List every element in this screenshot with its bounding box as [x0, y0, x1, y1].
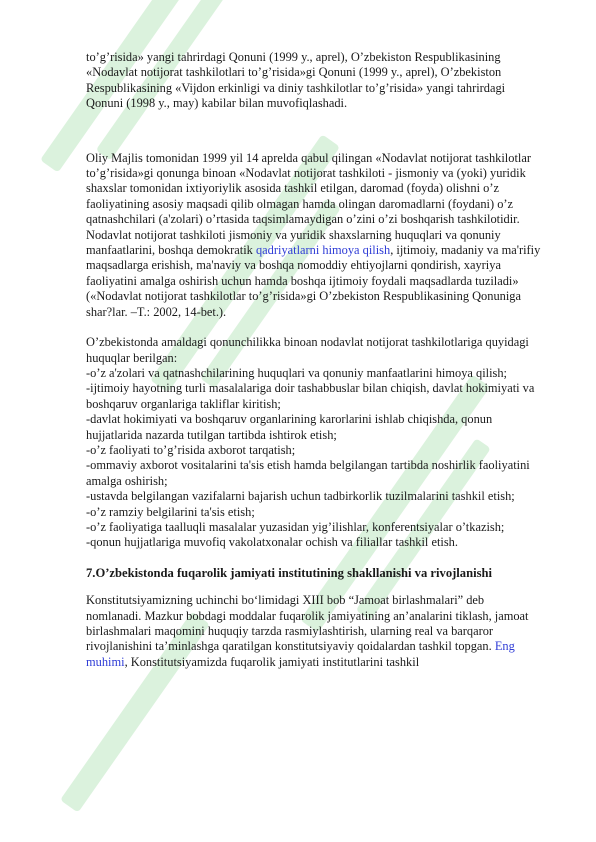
rights-item: -ijtimoiy hayotning turli masalalariga doir tashabbuslar bilan chiqish, davlat hokimiyati va boshqaruv organlariga takliflar kiritish; [86, 381, 535, 411]
paragraph-text: , ijtimoiy, madaniy va ma'rifiy maqsadlarga erishish, ma'naviy va boshqa nomoddiy ehtiyojlarni qondirish, xayriya faoliyatini amalga oshirish uchun hamda boshqa ijtimoiy foydali maqsadlarda tuziladi» («Nodavlat notijorat tashkilotlar to’g’risida»gi O’zbekiston Respublikasining Qonuniga shar?lar. –T.: 2002, 14-bet.). [86, 243, 541, 319]
rights-item: -ommaviy axborot vositalarini ta'sis etish hamda belgilangan tartibda noshirlik faoliyatini amalga oshirish; [86, 458, 530, 488]
rights-item: -davlat hokimiyati va boshqaruv organlarining karorlarini ishlab chiqishda, qonun hujjatlarida nazarda tutilgan tartibda ishtirok etish; [86, 412, 493, 442]
rights-section [86, 335, 542, 551]
paragraph-text: , Konstitutsiyamizda fuqarolik jamiyati institutlarini tashkil [124, 654, 420, 669]
paragraph-laws: to’g’risida» yangi tahrirdagi Qonuni (1999 y., aprel), O’zbekiston Respublikasining «Nodavlat notijorat tashkilotlari to’g’risida»gi Qonuni (1999 y., aprel), O’zbekiston Respublikasining «Vijdon erkinligi va diniy tashkilotlar to’g’risida» yangi tahrirdagi Qonuni (1998 y., may) kabilar bilan muvofiqlashadi. [86, 50, 506, 111]
paragraph-ngo-definition [86, 151, 542, 320]
section-heading: 7.O’zbekistonda fuqarolik jamiyati institutining shakllanishi va rivojlanishi [86, 565, 493, 580]
rights-item: -o’z ramziy belgilarini ta'sis etish; [86, 504, 255, 519]
rights-item: -o’z faoliyatiga taalluqli masalalar yuzasidan yig’ilishlar, konferentsiyalar o’tkazish; [86, 519, 505, 534]
rights-item: -qonun hujjatlariga muvofiq vakolatxonalar ochish va filiallar tashkil etish. [86, 535, 458, 550]
document-body [86, 50, 542, 670]
rights-intro: O’zbekistonda amaldagi qonunchilikka binoan nodavlat notijorat tashkilotlariga quyidagi huquqlar berilgan: [86, 335, 529, 365]
rights-item: -o’z a'zolari va qatnashchilarining huquqlari va qonuniy manfaatlarini himoya qilish; [86, 365, 507, 380]
paragraph-text: Konstitutsiyamizning uchinchi bo‘limidagi XIII bob “Jamoat birlashmalari” deb nomlanadi. Mazkur bobdagi moddalar fuqarolik jamiyatining an’analarini tiklash, jamoat birlashmalari maqomini huquqiy tarzda rasmiylashtirish, ularning real va barqaror rivojlanishini ta’minlashga qaratilgan konstitutsiyaviy qoidalardan tashkil topgan. [86, 593, 529, 654]
rights-item: -o’z faoliyati to’g’risida axborot tarqatish; [86, 442, 296, 457]
link-qadriyatlar[interactable]: qadriyatlarni himoya qilish [255, 243, 391, 258]
link-eng-muhimi[interactable]: Eng muhimi [86, 639, 515, 669]
paragraph-text: Oliy Majlis tomonidan 1999 yil 14 aprelda qabul qilingan «Nodavlat notijorat tashkilotlar to’g’risida»gi qonunga binoan «Nodavlat notijorat tashkiloti - jismoniy va (yoki) yuridik shaxslar tomonidan ixtiyoriylik asosida tashkil etilgan, daromad (foyda) olishni o’z faoliyatining asosiy maqsadi qilib olmagan hamda olingan daromadlarni (foydani) o’z qatnashchilari (a'zolari) o’rtasida taqsimlamaydigan o’zini o’zi boshqarish tashkilotidir. Nodavlat notijorat tashkiloti jismoniy va yuridik shaxslarning huquqlari va qonuniy manfaatlarini, boshqa demokratik [86, 150, 531, 258]
paragraph-constitution [86, 593, 542, 670]
rights-item: -ustavda belgilangan vazifalarni bajarish uchun tadbirkorlik tuzilmalarini tashkil etish; [86, 489, 515, 504]
